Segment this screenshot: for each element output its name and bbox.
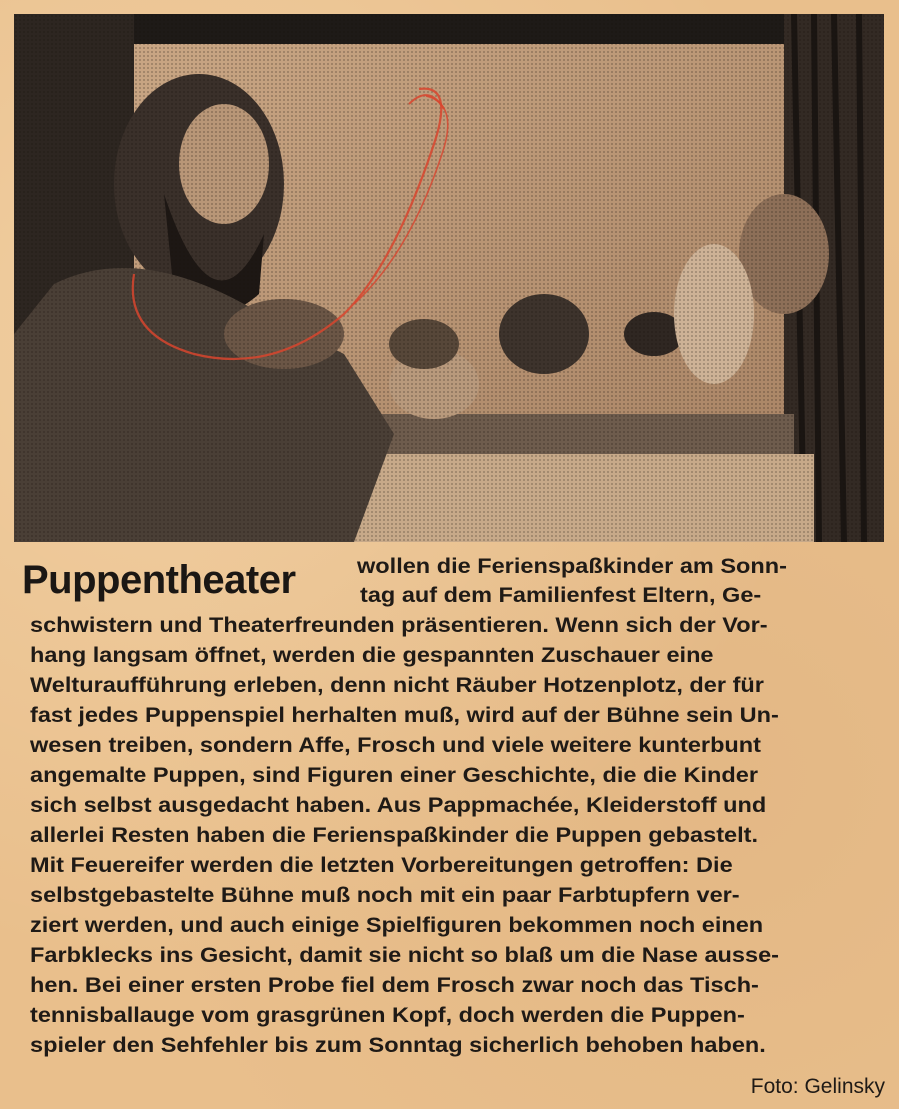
- article-line-10: allerlei Resten haben die Ferienspaßkinder die Puppen gebastelt.: [30, 824, 759, 847]
- article-line-3: schwistern und Theaterfreunden präsentieren. Wenn sich der Vor-: [30, 614, 768, 637]
- article-line-15: hen. Bei einer ersten Probe fiel dem Frosch zwar noch das Tisch-: [30, 974, 759, 997]
- article-line-6: fast jedes Puppenspiel herhalten muß, wird auf der Bühne sein Un-: [30, 704, 779, 727]
- article-line-11: Mit Feuereifer werden die letzten Vorbereitungen getroffen: Die: [30, 854, 733, 877]
- article-line-14: Farbklecks ins Gesicht, damit sie nicht so blaß um die Nase ausse-: [30, 944, 779, 967]
- article-line-5: Welturaufführung erleben, denn nicht Räuber Hotzenplotz, der für: [30, 674, 764, 697]
- article-line-8: angemalte Puppen, sind Figuren einer Geschichte, die die Kinder: [30, 764, 758, 787]
- article-line-4: hang langsam öffnet, werden die gespannten Zuschauer eine: [30, 644, 714, 667]
- photo-credit: Foto: Gelinsky: [750, 1075, 885, 1098]
- article-photo: [14, 14, 884, 542]
- article-line-1: wollen die Ferienspaßkinder am Sonn-: [357, 555, 787, 578]
- article-line-9: sich selbst ausgedacht haben. Aus Pappmachée, Kleiderstoff und: [30, 794, 767, 817]
- article-line-12: selbstgebastelte Bühne muß noch mit ein paar Farbtupfern ver-: [30, 884, 740, 907]
- article-line-16: tennisballauge vom grasgrünen Kopf, doch werden die Puppen-: [30, 1004, 745, 1027]
- article-headline: Puppentheater: [22, 558, 296, 602]
- article-line-13: ziert werden, und auch einige Spielfiguren bekommen noch einen: [30, 914, 764, 937]
- article-line-2: tag auf dem Familienfest Eltern, Ge-: [360, 584, 762, 607]
- article-line-17: spieler den Sehfehler bis zum Sonntag sicherlich behoben haben.: [30, 1034, 766, 1057]
- article-line-7: wesen treiben, sondern Affe, Frosch und viele weitere kunterbunt: [30, 734, 762, 757]
